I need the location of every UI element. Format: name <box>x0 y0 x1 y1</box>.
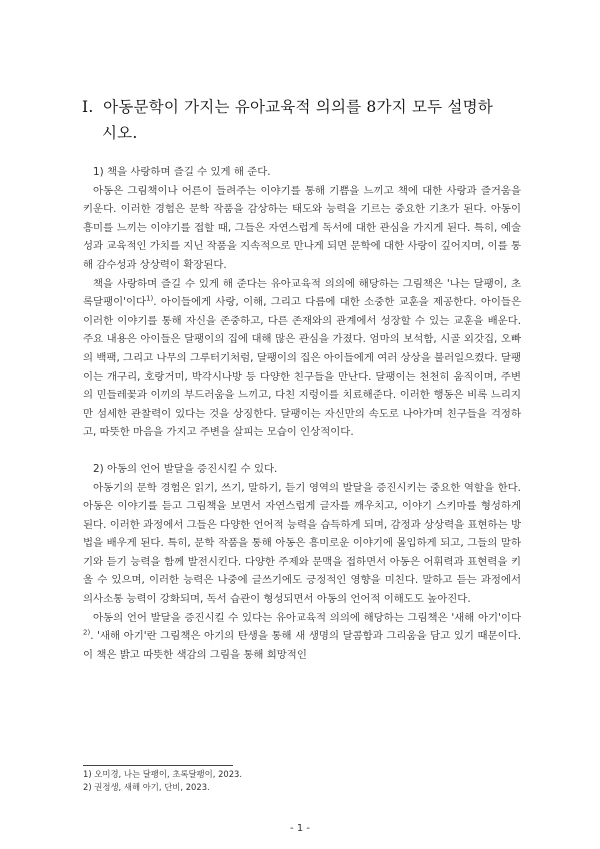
section-1-paragraph-1: 아동은 그림책이나 어른이 들려주는 이야기를 통해 기쁨을 느끼고 책에 대한 사랑과 즐거움을 키운다. 이러한 경험은 문학 작품을 감상하는 태도와 능력을 기르는 중요한 기초가 된다. 아동이 흥미를 느끼는 이야기를 접할 때, 그들은 자연스럽게 독서에 대한 관심을 가지게 된다. 특히, 예술성과 교육적인 가치를 지닌 작품을 지속적으로 만나게 되면 문학에 대한 사랑이 깊어지며, 이를 통해 감수성과 상상력이 확장된다. <box>83 184 521 271</box>
footnote-ref-1: 1) <box>146 294 154 303</box>
footnote-1: 1) 오미경, 나는 달팽이, 초록달팽이, 2023. <box>83 769 243 779</box>
section-2-paragraph-2-text-b: . '새해 아기'란 그림책은 아기의 탄생을 통해 새 생명의 달콤함과 그리움을 담고 있기 때문이다. 이 책은 밝고 따뜻한 색감의 그림을 통해 희망적인 <box>83 630 521 661</box>
footnote-2: 2) 권정생, 새해 아기, 단비, 2023. <box>83 782 210 792</box>
section-2-paragraph-2-text-a: 아동의 언어 발달을 증진시킬 수 있다는 유아교육적 의의에 해당하는 그림책은 '새해 아기'이다 <box>93 611 521 624</box>
section-spacer <box>83 442 521 460</box>
footnotes <box>83 768 513 794</box>
title-line-1: 아동문학이 가지는 유아교육적 의의를 8가지 모두 설명하 <box>103 98 493 116</box>
section-2-heading: 2) 아동의 언어 발달을 증진시킬 수 있다. <box>93 462 278 475</box>
section-1-heading: 1) 책을 사랑하며 즐길 수 있게 해 준다. <box>93 166 271 178</box>
title-line-2: 시오. <box>102 124 138 142</box>
title-number: I. <box>82 98 94 116</box>
section-1-paragraph-2 <box>83 275 521 442</box>
page-number: - 1 - <box>290 823 310 834</box>
section-1-paragraph-2-text-b: . 아이들에게 사랑, 이해, 그리고 다름에 대한 소중한 교훈을 제공한다. 아이들은 이러한 이야기를 통해 자신을 존중하고, 다른 존재와의 관계에서 성장할 수 있는 교훈을 배운다. 주요 내용은 아이들은 달팽이의 집에 대해 많은 관심을 가졌다. 엄마의 보석함, 시골 외갓집, 오빠의 백팩, 그리고 나무의 그루터기처럼, 달팽이의 집은 아이들에게 여러 상상을 불러일으켰다. 달팽이는 개구리, 호랑거미, 박각시나방 등 다양한 친구들을 만난다. 달팽이는 천천히 움직이며, 주변의 민들레꽃과 이끼의 부드러움을 느끼고, 다친 지렁이를 치료해준다. 이러한 행동은 비록 느리지만 섬세한 관찰력이 있다는 것을 상징한다. 달팽이는 자신만의 속도로 나아가며 친구들을 걱정하고, 따뜻한 마음을 가지고 주변을 살피는 모습이 인상적이다. <box>83 296 521 439</box>
document-body <box>83 163 521 664</box>
section-2-paragraph-1: 아동기의 문학 경험은 읽기, 쓰기, 말하기, 듣기 영역의 발달을 증진시키는 중요한 역할을 한다. 아동은 이야기를 듣고 그림책을 보면서 자연스럽게 글자를 깨우치고, 이야기 스키마를 형성하게 된다. 이러한 과정에서 그들은 다양한 언어적 능력을 습득하게 되며, 감정과 상상력을 표현하는 방법을 배우게 된다. 특히, 문학 작품을 통해 아동은 흥미로운 이야기에 몰입하게 되고, 그들의 말하기와 듣기 능력을 함께 발전시킨다. 다양한 주제와 문맥을 접하면서 아동은 어휘력과 표현력을 키울 수 있으며, 이러한 능력은 나중에 글쓰기에도 긍정적인 영향을 미친다. 말하고 듣는 과정에서 의사소통 능력이 강화되며, 독서 습관이 형성되면서 아동의 언어적 이해도도 높아진다. <box>83 481 521 606</box>
question-title <box>82 94 542 146</box>
section-2-paragraph-2 <box>83 609 521 665</box>
footnote-divider <box>83 765 233 766</box>
footnote-ref-2: 2) <box>83 628 91 637</box>
section-1-paragraph-2-text-a: 책을 사랑하며 즐길 수 있게 해 준다는 유아교육적 의의에 해당하는 그림책은 '나는 달팽이, 초록달팽이'이다 <box>83 277 521 309</box>
